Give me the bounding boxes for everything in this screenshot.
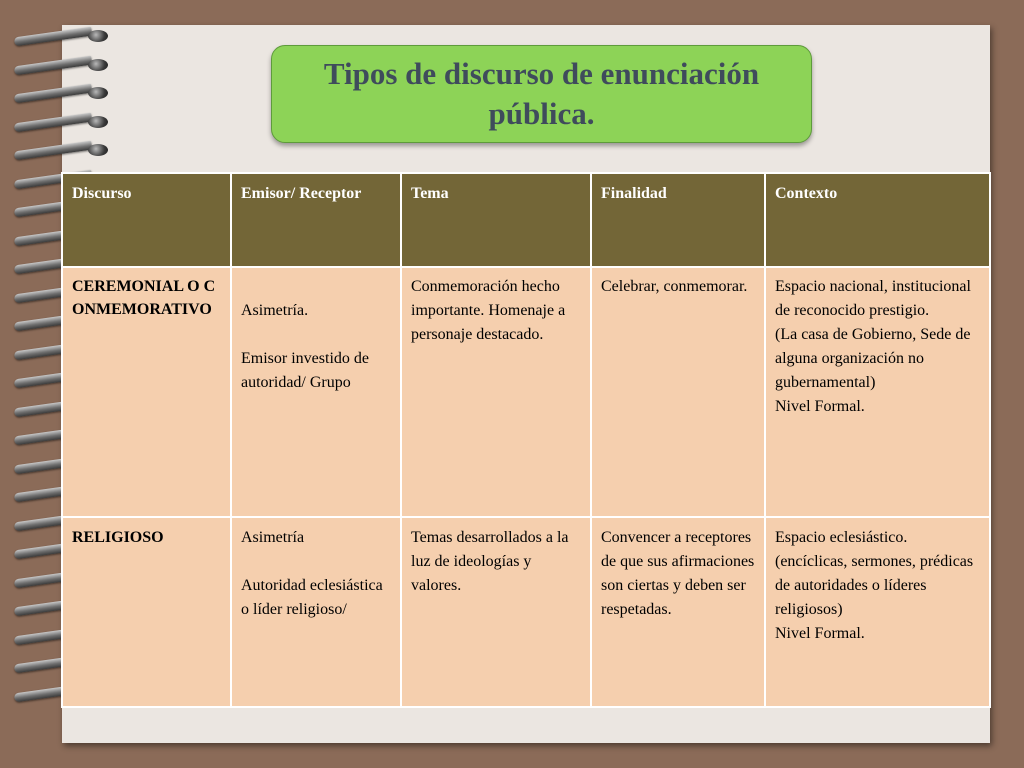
- cell-contexto: [765, 517, 990, 707]
- discourse-types-table: [61, 172, 991, 708]
- header-finalidad: Finalidad: [591, 173, 765, 267]
- header-contexto: Contexto: [765, 173, 990, 267]
- cell-discurso: CEREMONIAL O CONMEMORATIVO: [62, 267, 231, 517]
- cell-emisor-line: Emisor investido de autoridad/ Grupo: [241, 350, 369, 391]
- cell-emisor: [231, 517, 401, 707]
- table-row: [62, 517, 990, 707]
- table-header-row: [62, 173, 990, 267]
- binding-ring: [14, 116, 109, 130]
- binding-ring: [14, 59, 109, 73]
- cell-finalidad: Convencer a receptores de que sus afirmaciones son ciertas y deben ser respetadas.: [591, 517, 765, 707]
- cell-emisor-line: Asimetría.: [241, 302, 309, 319]
- cell-contexto-line: (encíclicas, sermones, prédicas de autoridades o líderes religiosos): [775, 553, 974, 618]
- cell-emisor-line: Autoridad eclesiástica o líder religioso/: [241, 577, 383, 618]
- title-banner: [271, 45, 812, 143]
- cell-tema: Conmemoración hecho importante. Homenaje a personaje destacado.: [401, 267, 591, 517]
- cell-contexto-line: Espacio nacional, institucional de reconocido prestigio.: [775, 278, 971, 319]
- cell-emisor-line: Asimetría: [241, 529, 305, 546]
- cell-emisor: [231, 267, 401, 517]
- header-tema: Tema: [401, 173, 591, 267]
- binding-ring: [14, 30, 109, 44]
- cell-contexto-line: Nivel Formal.: [775, 398, 865, 415]
- cell-contexto-line: (La casa de Gobierno, Sede de alguna organización no gubernamental): [775, 326, 971, 391]
- cell-contexto: [765, 267, 990, 517]
- cell-tema: Temas desarrollados a la luz de ideologías y valores.: [401, 517, 591, 707]
- table-row: [62, 267, 990, 517]
- header-discurso: Discurso: [62, 173, 231, 267]
- cell-contexto-line: Espacio eclesiástico.: [775, 529, 908, 546]
- page-title: Tipos de discurso de enunciación pública.: [323, 56, 760, 131]
- cell-contexto-line: Nivel Formal.: [775, 625, 865, 642]
- binding-ring: [14, 144, 109, 158]
- binding-ring: [14, 87, 109, 101]
- cell-finalidad: Celebrar, conmemorar.: [591, 267, 765, 517]
- header-emisor-receptor: Emisor/ Receptor: [231, 173, 401, 267]
- cell-discurso: RELIGIOSO: [62, 517, 231, 707]
